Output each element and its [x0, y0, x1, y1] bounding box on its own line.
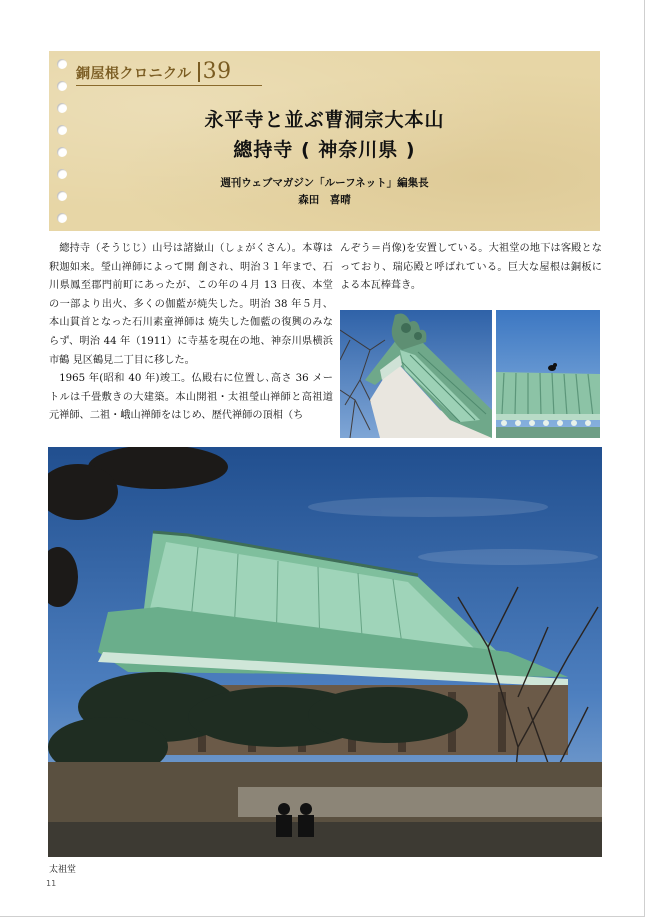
roof-bird-photo	[496, 310, 600, 438]
article-title-line1: 永平寺と並ぶ曹洞宗大本山	[204, 109, 445, 131]
series-divider	[198, 62, 200, 82]
taisodo-main-photo	[48, 447, 602, 857]
author-affiliation: 週刊ウェブマガジン「ルーフネット」編集長	[220, 177, 429, 189]
series-number: 39	[202, 59, 232, 84]
paragraph: 總持寺（そうじじ）山号は諸嶽山（しょがくさん）。本尊は釈迦如来。瑩山禅師によって開 創され、明治３１年まで、石川県鳳至郡門前町にあったが、この年の４月 13 日夜、本堂の一部より出火、多くの伽藍が焼失した。明治 38 年５月、本山貫首となった石川素童禅師は 焼失した伽藍の復興のみならず、明治 44 年（1911）に寺基を現在の地、神奈川県横浜市鶴 見区鶴見二丁目に移した。	[49, 243, 333, 366]
roof-ornament-photo	[340, 310, 492, 438]
article-column-left	[49, 240, 333, 426]
series-name: 銅屋根クロニクル	[76, 66, 192, 82]
article-title-line2: 總持寺 ( 神奈川県 )	[233, 139, 416, 161]
photo-caption: 太祖堂	[49, 865, 77, 875]
article-column-right	[340, 240, 602, 296]
header-banner	[49, 51, 600, 231]
paragraph: 1965 年(昭和 40 年)竣工。仏殿右に位置し､高さ 36 メートルは千畳敷きの大建築。本山開祖・太祖瑩山禅師と高祖道元禅師、二祖・峨山禅師をはじめ、歴代禅師の頂相（ち	[49, 373, 333, 422]
series-label	[76, 59, 232, 84]
series-underline	[76, 85, 262, 86]
paragraph: んぞう＝肖像)を安置している。大祖堂の地下は客殿となっており、瑞応殿と呼ばれている。巨大な屋根は銅板による本瓦棒葺き。	[340, 243, 602, 292]
page-number: 11	[46, 879, 57, 888]
author-name: 森田 喜晴	[298, 194, 351, 206]
